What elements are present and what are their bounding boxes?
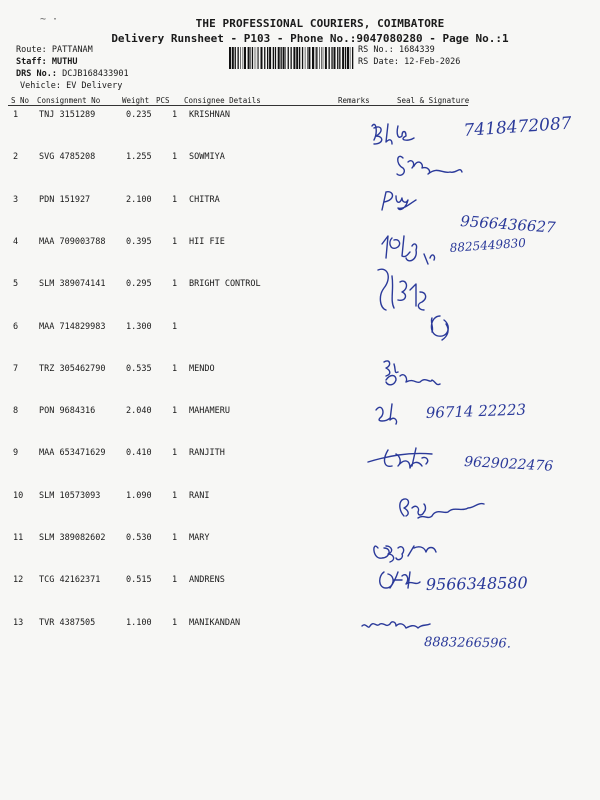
table-row [0, 279, 600, 321]
handwritten-phone: 9566436627 [459, 212, 557, 237]
row-consignee: RANI [189, 490, 210, 501]
barcode-bar [347, 47, 349, 69]
handwritten-phone: 96714 22223 [425, 400, 527, 422]
rs-no-value: 1684339 [398, 45, 435, 55]
col-sno: S No [11, 96, 30, 105]
barcode-bar [319, 47, 320, 69]
row-pcs: 1 [172, 448, 178, 459]
row-pcs: 1 [172, 321, 178, 332]
row-consignee: CHITRA [189, 194, 220, 205]
route-line: Route: PATTANAM [16, 45, 93, 55]
row-weight: 0.395 [126, 236, 152, 247]
barcode-bar [281, 47, 282, 69]
row-weight: 0.535 [126, 363, 152, 374]
barcode-bar [269, 47, 271, 69]
row-sno: 12 [13, 575, 24, 586]
barcode-bar [308, 47, 310, 69]
row-consignee: MAHAMERU [189, 406, 230, 417]
row-pcs: 1 [172, 236, 178, 247]
row-weight: 0.295 [126, 279, 152, 290]
table-row [0, 110, 600, 152]
barcode-bar [243, 47, 244, 69]
row-consignment-no: TCG 42162371 [39, 575, 101, 586]
barcode-bar [299, 47, 300, 69]
row-pcs: 1 [172, 533, 178, 543]
barcode-bar [278, 47, 280, 69]
row-consignee: ANDRENS [189, 575, 225, 586]
pen-mark: ~ · [40, 14, 59, 25]
row-sno: 1 [13, 110, 19, 120]
row-sno: 4 [13, 236, 19, 247]
row-pcs: 1 [172, 279, 178, 290]
barcode-bar [307, 47, 308, 69]
barcode-bar [345, 47, 346, 69]
row-weight: 1.100 [126, 617, 152, 628]
row-consignee: BRIGHT CONTROL [189, 279, 261, 290]
row-consignee: MANIKANDAN [189, 617, 241, 628]
row-weight: 1.090 [126, 490, 152, 501]
row-consignment-no: MAA 714829983 [39, 321, 106, 332]
col-pcs: PCS [156, 96, 170, 105]
barcode-bar [288, 47, 289, 69]
table-row [0, 448, 600, 490]
col-consignment: Consignment No [37, 96, 101, 105]
barcode-bar [305, 47, 306, 69]
row-sno: 2 [13, 152, 19, 163]
barcode-bar [352, 47, 353, 69]
handwritten-phone: 8825449830 [449, 235, 527, 255]
handwritten-phone: 8883266596. [423, 635, 512, 652]
table-row [0, 195, 600, 237]
barcode-bar [258, 47, 259, 69]
row-sno: 6 [13, 321, 19, 332]
row-pcs: 1 [172, 406, 178, 417]
barcode-bar [325, 47, 327, 69]
barcode-bar [293, 47, 295, 69]
row-sno: 10 [13, 490, 24, 501]
barcode-bar [261, 47, 263, 69]
row-sno: 13 [13, 617, 24, 628]
row-consignment-no: PDN 151927 [39, 194, 91, 205]
barcode-bar [238, 47, 239, 69]
row-consignee: RANJITH [189, 448, 225, 459]
handwritten-phone: 9566348580 [425, 573, 528, 594]
row-consignee: MENDO [189, 363, 215, 374]
row-consignment-no: MAA 709003788 [39, 236, 106, 247]
rs-no-line: RS No.: 1684339 [358, 45, 435, 55]
barcode-bar [315, 47, 316, 69]
row-pcs: 1 [172, 617, 178, 628]
drs-value: DCJB168433901 [62, 69, 129, 79]
barcode-bar [334, 47, 336, 69]
vehicle-value: EV Delivery [66, 81, 123, 91]
row-sno: 11 [13, 533, 24, 543]
barcode-bar [331, 47, 332, 69]
barcode-bar [285, 47, 286, 69]
row-pcs: 1 [172, 490, 178, 501]
row-consignment-no: MAA 653471629 [39, 448, 106, 459]
barcode-bar [229, 47, 231, 69]
company-title: THE PROFESSIONAL COURIERS, COIMBATORE [195, 17, 445, 30]
row-consignment-no: TNJ 3151289 [39, 110, 96, 120]
row-consignment-no: SLM 389074141 [39, 279, 106, 290]
staff-line: Staff: MUTHU [16, 57, 78, 67]
row-sno: 8 [13, 406, 19, 417]
staff-value: MUTHU [51, 57, 78, 67]
barcode-bar [240, 47, 241, 69]
table-row [0, 491, 600, 533]
runsheet-subtitle: Delivery Runsheet - P103 - Phone No.:9047080280 - Page No.:1 [111, 32, 509, 45]
row-weight: 0.515 [126, 575, 152, 586]
row-weight: 1.255 [126, 152, 152, 163]
row-consignment-no: PON 9684316 [39, 406, 96, 417]
row-pcs: 1 [172, 575, 178, 586]
row-sno: 7 [13, 363, 19, 374]
barcode-bar [350, 47, 351, 69]
barcode-bar [342, 47, 344, 69]
barcode [229, 47, 355, 69]
handwritten-phone: 7418472087 [462, 113, 573, 141]
row-consignee: SOWMIYA [189, 152, 225, 163]
row-weight: 2.040 [126, 406, 152, 417]
barcode-bar [232, 47, 234, 69]
row-consignment-no: TVR 4387505 [39, 617, 96, 628]
barcode-bar [337, 47, 338, 69]
row-sno: 5 [13, 279, 19, 290]
barcode-bar [283, 47, 285, 69]
barcode-bar [252, 47, 253, 69]
table-row [0, 364, 600, 406]
route-value: PATTANAM [51, 45, 93, 55]
handwritten-phone: 9629022476 [463, 454, 554, 475]
barcode-bar [248, 47, 250, 69]
col-seal: Seal & Signature [397, 96, 470, 105]
rs-date-line: RS Date: 12-Feb-2026 [358, 57, 461, 67]
row-weight: 0.235 [126, 110, 152, 120]
barcode-bar [250, 47, 251, 69]
drs-line: DRS No.: DCJB168433901 [16, 69, 129, 79]
table-row [0, 618, 600, 660]
barcode-bar [257, 47, 258, 69]
row-weight: 0.530 [126, 533, 152, 543]
barcode-bar [244, 47, 246, 69]
barcode-bar [273, 47, 274, 69]
barcode-bar [302, 47, 303, 69]
row-consignee: HII FIE [189, 236, 225, 247]
row-consignee: KRISHNAN [189, 110, 230, 120]
barcode-bar [275, 47, 276, 69]
barcode-bar [339, 47, 340, 69]
barcode-bar [264, 47, 265, 69]
table-row [0, 575, 600, 617]
row-consignment-no: TRZ 305462790 [39, 363, 106, 374]
header-rule [8, 105, 468, 106]
table-row [0, 406, 600, 448]
table-row [0, 237, 600, 279]
rs-date-value: 12-Feb-2026 [404, 57, 461, 67]
row-consignee: MARY [189, 533, 210, 543]
col-weight: Weight [122, 96, 150, 105]
barcode-bar [316, 47, 317, 69]
col-consignee: Consignee Details [184, 96, 261, 105]
table-row [0, 152, 600, 194]
row-sno: 3 [13, 194, 19, 205]
row-pcs: 1 [172, 152, 178, 163]
barcode-bar [312, 47, 314, 69]
row-consignment-no: SLM 389082602 [39, 533, 106, 543]
barcode-bar [329, 47, 330, 69]
col-remarks: Remarks [338, 96, 370, 105]
row-weight: 1.300 [126, 321, 152, 332]
row-sno: 9 [13, 448, 19, 459]
row-weight: 0.410 [126, 448, 152, 459]
barcode-bar [296, 47, 298, 69]
row-consignment-no: SLM 10573093 [39, 490, 101, 501]
barcode-bar [255, 47, 256, 69]
row-pcs: 1 [172, 363, 178, 374]
barcode-bar [323, 47, 324, 69]
row-pcs: 1 [172, 110, 178, 120]
vehicle-line: Vehicle: EV Delivery [20, 81, 123, 91]
row-weight: 2.100 [126, 194, 152, 205]
barcode-bar [267, 47, 268, 69]
table-row [0, 322, 600, 364]
barcode-bar [235, 47, 236, 69]
barcode-bar [291, 47, 292, 69]
row-pcs: 1 [172, 194, 178, 205]
barcode-bar [321, 47, 322, 69]
table-row [0, 533, 600, 575]
row-consignment-no: SVG 4785208 [39, 152, 96, 163]
